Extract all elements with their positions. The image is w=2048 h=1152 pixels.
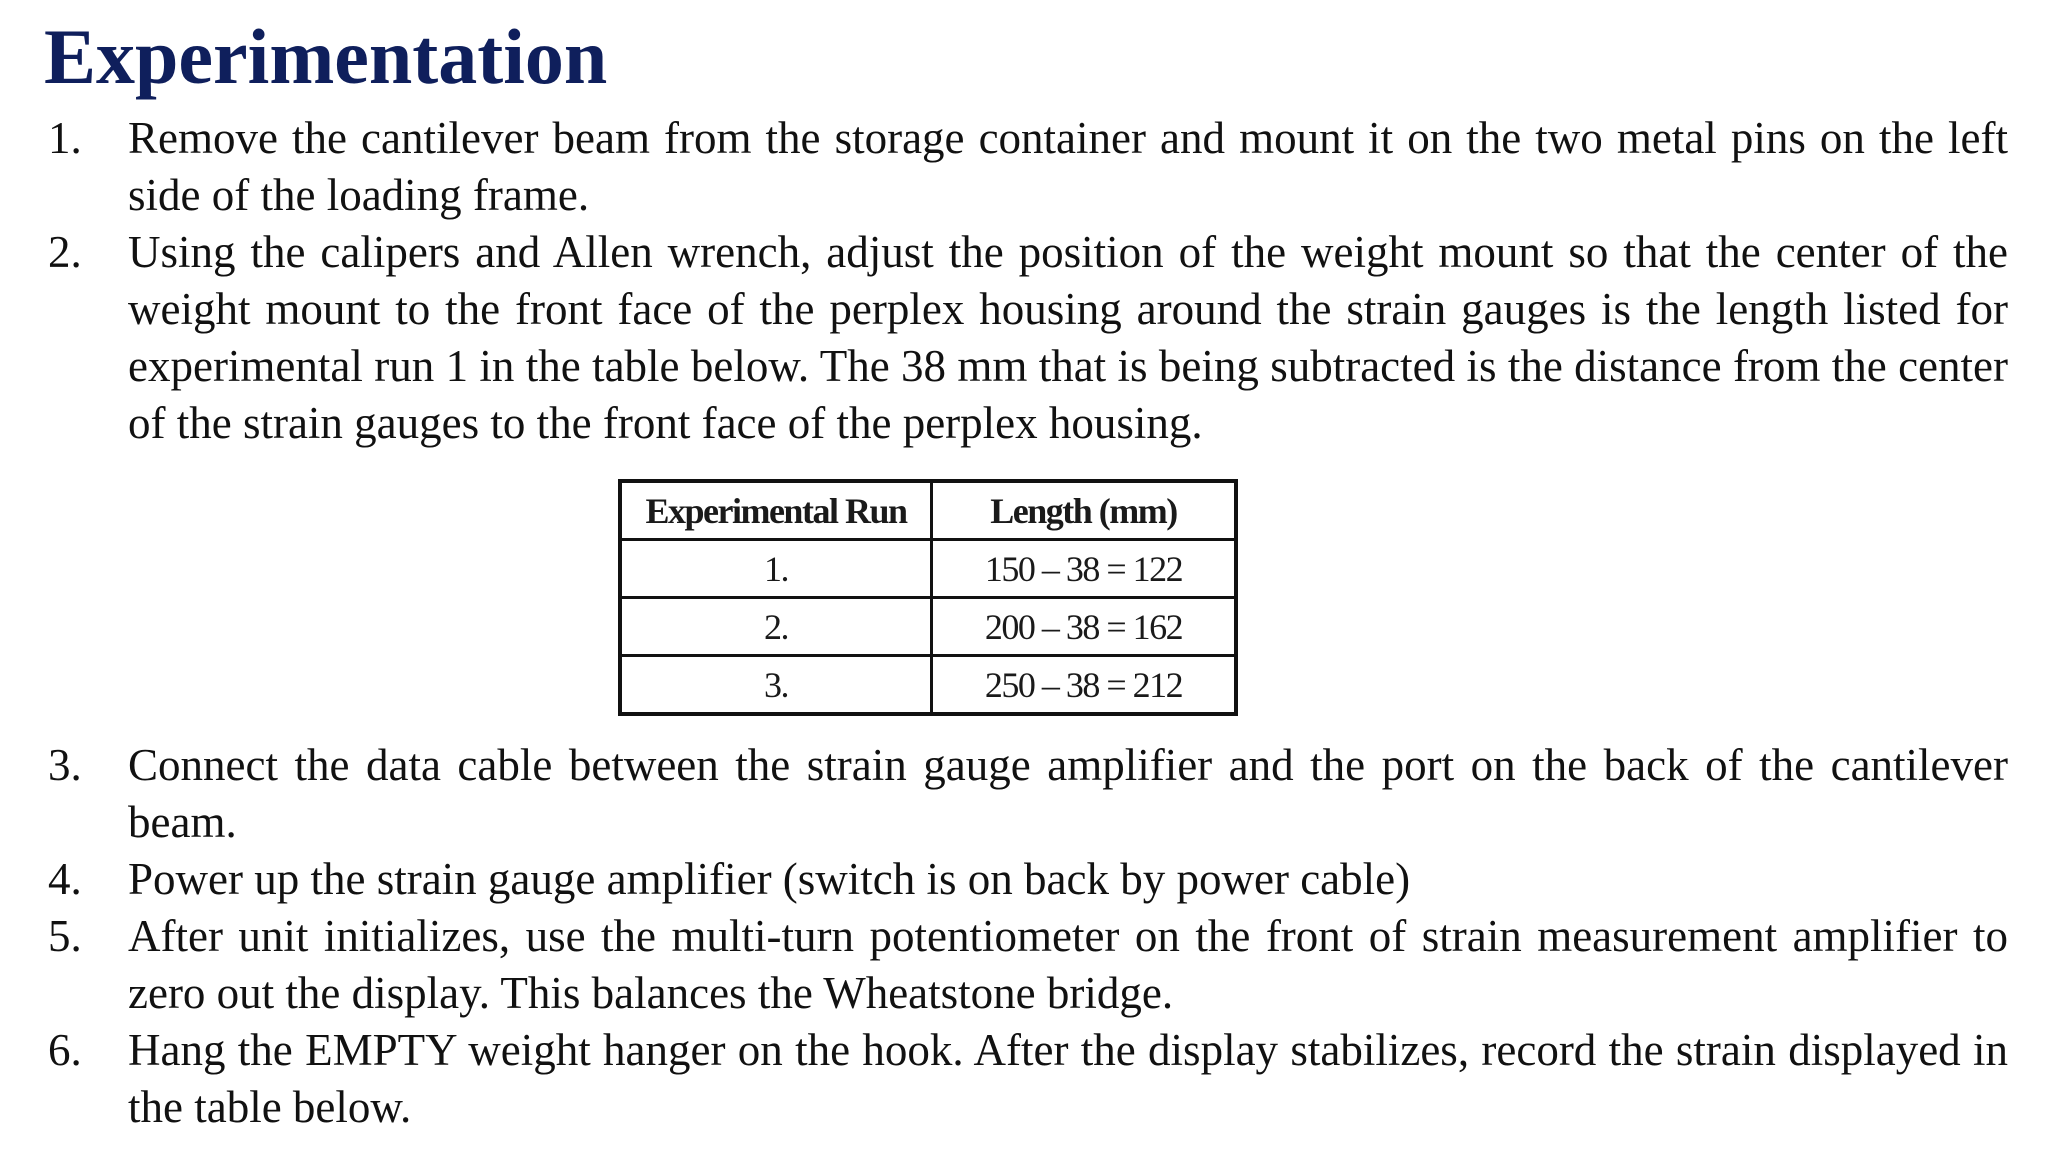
length-cell: 150 – 38 = 122 (931, 540, 1236, 598)
run-number-cell: 3. (620, 656, 931, 715)
step-text: Remove the cantilever beam from the storage container and mount it on the two metal pins on the left side of the loading frame. (128, 113, 2008, 220)
step-text: After unit initializes, use the multi-turn potentiometer on the front of strain measurement amplifier to zero out the display. This balances the Wheatstone bridge. (128, 911, 2008, 1018)
page-title: Experimentation (44, 13, 608, 100)
length-cell: 250 – 38 = 212 (931, 656, 1236, 715)
experimental-runs-table-container (618, 479, 1238, 709)
table-row (620, 540, 1236, 598)
step-number: 1. (48, 113, 82, 163)
table-header-row (620, 481, 1236, 540)
table-row (620, 598, 1236, 656)
step-number: 6. (48, 1025, 82, 1075)
experimental-runs-table (618, 479, 1238, 716)
step-text: Power up the strain gauge amplifier (switch is on back by power cable) (128, 854, 1411, 904)
step-number: 5. (48, 911, 82, 961)
column-header-experimental-run: Experimental Run (620, 481, 931, 540)
step-number: 2. (48, 227, 82, 277)
step-text: Hang the EMPTY weight hanger on the hook. After the display stabilizes, record the strain displayed in the table below. (128, 1025, 2008, 1132)
step-number: 4. (48, 854, 82, 904)
step-number: 3. (48, 740, 82, 790)
run-number-cell: 1. (620, 540, 931, 598)
column-header-length: Length (mm) (931, 481, 1236, 540)
step-text: Using the calipers and Allen wrench, adjust the position of the weight mount so that the center of the weight mount to the front face of the perplex housing around the strain gauges is the length listed for experimental run 1 in the table below. The 38 mm that is being subtracted is the distance from the center of the strain gauges to the front face of the perplex housing. (128, 227, 2008, 448)
length-cell: 200 – 38 = 162 (931, 598, 1236, 656)
step-text: Connect the data cable between the strain gauge amplifier and the port on the back of the cantilever beam. (128, 740, 2008, 847)
table-row (620, 656, 1236, 715)
run-number-cell: 2. (620, 598, 931, 656)
